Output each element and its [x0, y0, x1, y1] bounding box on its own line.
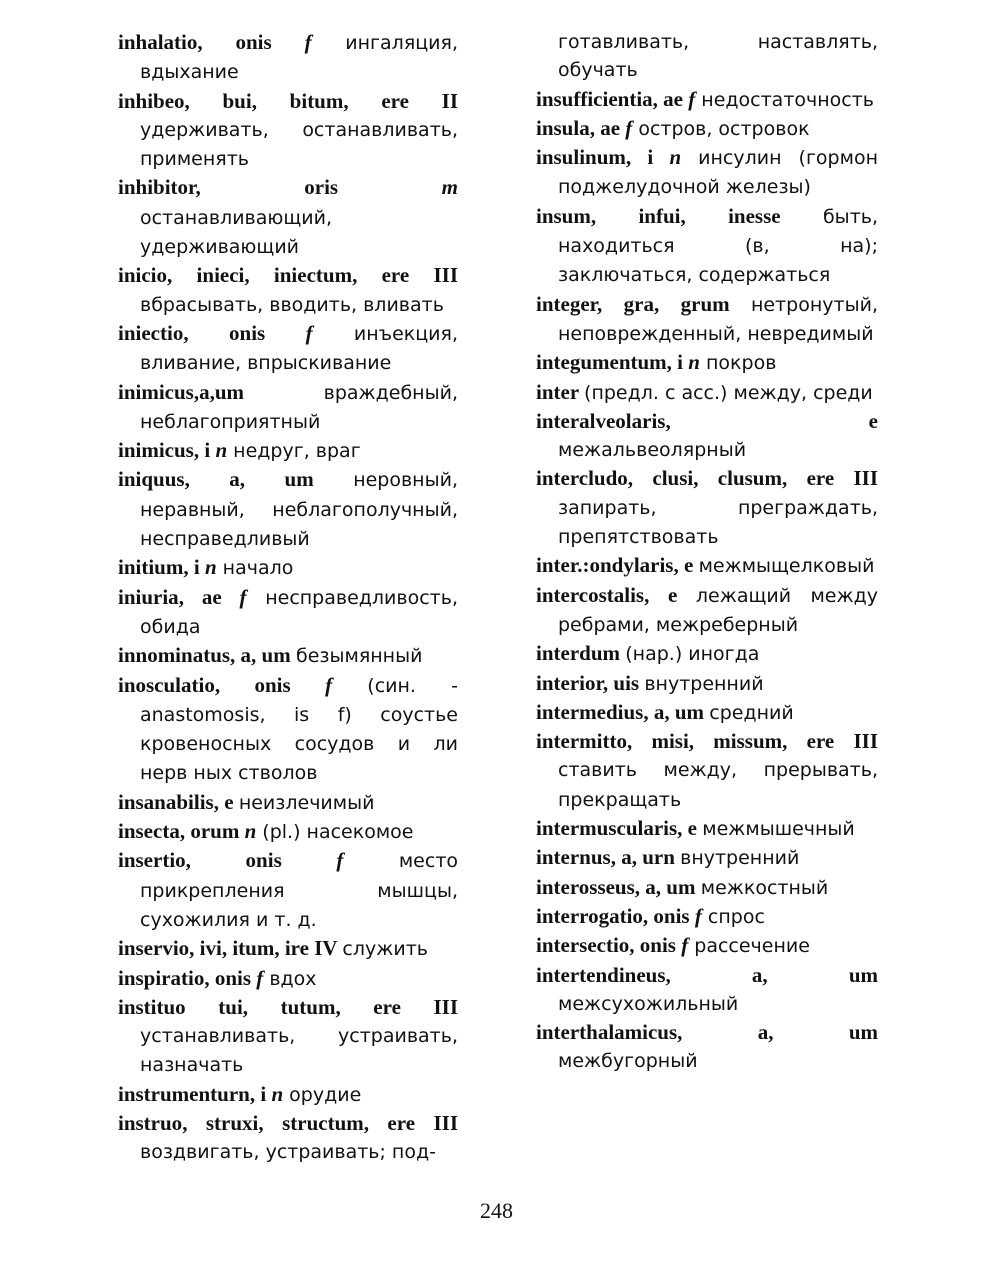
entry-headword: insum — [536, 203, 591, 228]
dictionary-entry — [118, 319, 458, 378]
entry-headword: internus — [536, 845, 611, 870]
entry-headword: inservio — [118, 936, 190, 961]
dictionary-entry — [536, 581, 878, 640]
entry-grammar: , i — [193, 438, 216, 463]
entry-grammar: , struxi, structum, ere III — [182, 1110, 458, 1135]
entry-headword: integumentum — [536, 350, 667, 375]
entry-headword: iniectio — [118, 320, 184, 345]
dictionary-entry — [536, 639, 878, 668]
entry-grammar: , onis — [642, 903, 695, 928]
entry-grammar: , a, um — [665, 962, 878, 987]
entry-gender: n — [271, 1081, 284, 1106]
dictionary-entry — [536, 961, 878, 1019]
entry-gender: f — [256, 965, 264, 990]
entry-headword: insufficientia — [536, 86, 653, 111]
entry-definition: ингаляция, вдыхание — [140, 32, 458, 84]
entry-definition: удерживать, останавливать, применять — [140, 118, 458, 171]
entry-headword: intercostalis — [536, 582, 645, 607]
dictionary-entry — [536, 551, 878, 580]
entry-headword: interthalamicus — [536, 1020, 678, 1045]
entry-definition: вбрасывать, вводить, вливать — [140, 293, 444, 316]
entry-headword: intersectio — [536, 933, 630, 958]
entry-headword: initium — [118, 555, 184, 580]
dictionary-entry — [536, 378, 878, 407]
entry-definition: безымянный — [295, 645, 423, 668]
entry-headword: inhalatio — [118, 30, 198, 54]
entry-definition: неизлечимый — [238, 791, 375, 814]
entry-grammar: , infui, inesse — [590, 203, 823, 228]
dictionary-entry — [536, 290, 878, 349]
entry-headword: iniquus — [118, 467, 185, 492]
entry-definition: ставить между, прерывать, прекращать — [558, 759, 878, 811]
entry-definition: спрос — [701, 905, 765, 928]
entry-grammar: , e — [665, 408, 878, 433]
entry-definition: устанавливать, устраивать, назначать — [140, 1025, 458, 1077]
dictionary-entry — [536, 873, 878, 902]
entry-grammar: , onis — [204, 965, 257, 990]
entry-definition: средний — [709, 701, 794, 724]
entry-gender: n — [215, 438, 228, 463]
entry-definition: остров, островок — [632, 117, 810, 140]
entry-definition: воздвигать, устраивать; под- — [140, 1141, 436, 1164]
entry-headword: inimicus — [118, 438, 194, 463]
entry-definition: запирать, преграждать, препятствовать — [558, 496, 878, 549]
entry-definition: внутренний — [680, 847, 800, 870]
entry-headword: intermitto — [536, 729, 627, 754]
dictionary-entry — [118, 934, 458, 963]
entry-headword: insanabilis — [118, 789, 214, 814]
entry-headword: inspiratio — [118, 965, 205, 990]
entry-grammar: , clusi, clusum, ere III — [627, 466, 878, 491]
entry-headword: instrumenturn — [118, 1081, 250, 1106]
entry-headword: interalveolaris — [536, 408, 666, 433]
dictionary-entry — [536, 843, 878, 872]
dictionary-entry — [118, 817, 458, 846]
entry-grammar: , inieci, iniectum, ere III — [167, 263, 458, 288]
entry-grammar: , e — [677, 816, 703, 841]
entry-headword: integer — [536, 291, 598, 316]
entry-grammar: , uis — [602, 670, 645, 695]
entry-headword: insula — [536, 115, 590, 140]
entry-grammar: , ae — [589, 115, 626, 140]
entry-definition: покров — [699, 352, 777, 375]
entry-grammar: , onis — [214, 672, 326, 697]
entry-gender: f — [336, 848, 344, 873]
dictionary-entry — [118, 378, 458, 437]
entry-definition: останавливающий, удерживающий — [140, 206, 333, 259]
entry-grammar: , orum — [179, 819, 245, 844]
entry-grammar: , e — [673, 553, 699, 578]
dictionary-entry — [536, 464, 878, 551]
entry-definition: нетронутый, неповрежденный, невредимый — [558, 293, 878, 345]
entry-headword: iniuria — [118, 584, 179, 609]
dictionary-entry — [536, 114, 878, 143]
dictionary-entry — [536, 143, 878, 202]
entry-grammar: , a, um — [184, 467, 354, 492]
entry-headword: inter — [536, 379, 579, 404]
dictionary-entry — [536, 669, 878, 698]
dictionary-entry — [536, 698, 878, 727]
entry-grammar: , i — [249, 1081, 272, 1106]
dictionary-entry — [118, 261, 458, 319]
entry-definition: недруг, враг — [227, 440, 361, 463]
entry-headword: intermuscularis — [536, 816, 678, 841]
entry-grammar: , ae — [652, 86, 689, 111]
dictionary-entry — [118, 1109, 458, 1167]
entry-gender: m — [441, 175, 458, 200]
entry-definition: недостаточность — [695, 88, 874, 111]
entry-grammar: , onis — [629, 933, 682, 958]
dictionary-entry — [536, 348, 878, 377]
entry-definition: межсухожильный — [558, 992, 739, 1015]
entry-grammar: , e — [213, 789, 239, 814]
entry-headword: interosseus — [536, 874, 635, 899]
entry-grammar: , a, um — [643, 699, 710, 724]
entry-definition: быть, находиться (в, на); заключаться, содержаться — [558, 205, 878, 287]
dictionary-entry — [536, 202, 878, 290]
entry-gender: f — [688, 86, 696, 111]
entry-definition: орудие — [283, 1083, 362, 1106]
entry-grammar: , onis — [183, 320, 306, 345]
entry-grammar: , a, um — [677, 1020, 878, 1045]
entry-gender: n — [244, 819, 257, 844]
entry-grammar: , i — [625, 145, 670, 170]
entry-grammar: , onis — [185, 848, 337, 873]
dictionary-entry — [118, 671, 458, 788]
entry-definition: неровный, неравный, неблагополучный, несправедливый — [140, 469, 458, 551]
entry-definition: (pl.) насекомое — [256, 821, 414, 844]
entry-definition: несправедливость, обида — [140, 586, 458, 638]
entry-headword: inicio — [118, 263, 168, 288]
entry-headword: inter.:ondylaris — [536, 553, 674, 578]
entry-definition: внутренний — [644, 672, 764, 695]
entry-headword: intermedius — [536, 699, 644, 724]
entry-headword: inosculatio — [118, 672, 215, 697]
dictionary-entry — [118, 173, 458, 261]
entry-gender: f — [239, 584, 247, 609]
entry-grammar: , i — [183, 555, 205, 580]
entry-definition: межбугорный — [558, 1050, 698, 1073]
dictionary-entry — [118, 87, 458, 174]
entry-grammar: , e — [644, 582, 696, 607]
dictionary-entry — [118, 1080, 458, 1109]
dictionary-entry — [118, 788, 458, 817]
entry-grammar: , ae — [178, 584, 240, 609]
entry-headword: inhibeo — [118, 88, 185, 113]
entry-gender: f — [681, 933, 689, 958]
dictionary-entry — [536, 1018, 878, 1076]
entry-definition: враждебный, неблагоприятный — [140, 381, 458, 433]
entry-grammar: , a, um — [634, 874, 701, 899]
entry-headword: instruo — [118, 1110, 183, 1135]
entry-headword: insulinum — [536, 145, 626, 170]
entry-grammar: , i — [666, 350, 689, 375]
entry-grammar: , misi, missum, ere III — [626, 729, 878, 754]
entry-definition: (нар.) иногда — [625, 643, 760, 666]
entry-headword: inimicus, — [118, 379, 200, 404]
entry-gender: f — [304, 30, 312, 54]
entry-definition: (син. - anastomosis, is f) соустье кровеносных сосудов и ли нерв ных стволов — [140, 674, 458, 785]
entry-headword: insertio — [118, 848, 186, 873]
entry-grammar: a,um — [199, 379, 324, 404]
entry-gender: f — [325, 672, 333, 697]
entry-gender: f — [625, 115, 633, 140]
entry-headword: innominatus — [118, 643, 231, 668]
dictionary-entry — [118, 964, 458, 993]
dictionary-entry — [536, 902, 878, 931]
entry-grammar: , oris — [195, 175, 442, 200]
entry-headword: interdum — [536, 641, 620, 666]
dictionary-entry — [536, 85, 878, 114]
entry-definition: инъекция, вливание, впрыскивание — [140, 322, 458, 375]
dictionary-entry — [118, 846, 458, 934]
entry-definition: межмышечный — [702, 818, 855, 841]
entry-definition: вдох — [263, 967, 317, 990]
entry-definition: рассечение — [688, 935, 810, 958]
dictionary-entry — [118, 553, 458, 582]
dictionary-entry — [118, 436, 458, 465]
entry-gender: n — [204, 555, 217, 580]
entry-gender: n — [669, 145, 682, 170]
continuation-text: готавливать, наставлять, обучать — [558, 31, 878, 82]
entry-definition: (предл. с acc.) между, среди — [584, 381, 873, 404]
dictionary-entry — [118, 641, 458, 670]
dictionary-entry — [118, 583, 458, 642]
entry-headword: insecta — [118, 819, 180, 844]
entry-headword: instituo — [118, 994, 186, 1019]
left-column — [118, 28, 458, 1167]
entry-headword: inhibitor — [118, 175, 196, 200]
dictionary-entry — [536, 814, 878, 843]
entry-definition: служить — [342, 938, 428, 961]
entry-definition: межальвеолярный — [558, 439, 747, 462]
right-column — [536, 28, 878, 1076]
entry-definition: лежащий между ребрами, межреберный — [558, 584, 878, 636]
entry-headword: interior — [536, 670, 603, 695]
entry-grammar: , a, urn — [610, 845, 681, 870]
entry-definition: инсулин (гормон поджелудочной железы) — [558, 147, 878, 199]
entry-definition: межкостный — [700, 876, 829, 899]
entry-grammar: , ivi, itum, ire IV — [189, 936, 343, 961]
entry-headword: interrogatio — [536, 903, 643, 928]
entry-grammar: tui, tutum, ere III — [185, 994, 458, 1019]
entry-grammar: , a, um — [230, 643, 296, 668]
entry-definition: межмыщелковый — [698, 555, 875, 578]
entry-grammar: , gra, grum — [597, 291, 751, 316]
entry-gender: f — [694, 903, 702, 928]
dictionary-entry — [536, 407, 878, 465]
dictionary-entry — [536, 727, 878, 814]
dictionary-entry — [118, 993, 458, 1080]
entry-grammar: , onis — [197, 30, 305, 54]
entry-headword: intercludo — [536, 466, 628, 491]
dictionary-entry — [118, 465, 458, 553]
page-number: 248 — [480, 1198, 513, 1223]
entry-definition: место прикрепления мышцы, сухожилия и т. д. — [140, 850, 459, 931]
dictionary-entry — [118, 28, 458, 87]
dictionary-entry — [536, 931, 878, 960]
entry-gender: f — [305, 320, 313, 345]
entry-headword: intertendineus — [536, 962, 666, 987]
entry-definition: начало — [216, 557, 294, 580]
entry-gender: n — [688, 350, 700, 375]
entry-grammar: , bui, bitum, ere II — [184, 88, 458, 113]
